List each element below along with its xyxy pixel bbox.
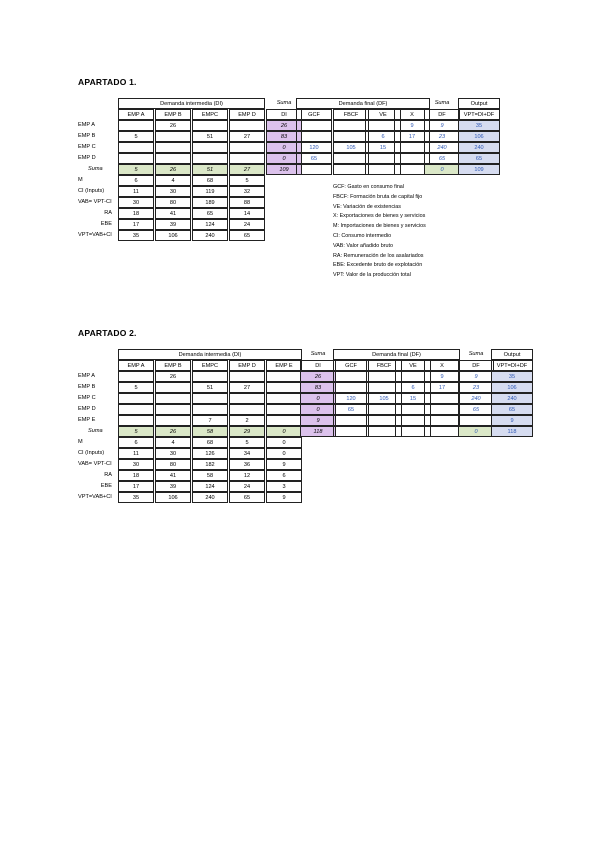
apartado2-va-cell: 36 [229, 459, 265, 470]
apartado1-cell [229, 153, 265, 164]
apartado2-va-label: EBE [100, 483, 112, 489]
apartado2-cell [333, 382, 369, 393]
apartado1-cell: 0 [424, 164, 460, 175]
apartado2-row-label: EMP E [78, 417, 96, 423]
apartado2-cell: 106 [491, 382, 533, 393]
apartado2-cell: 26 [155, 371, 191, 382]
apartado1-va-label: EBE [100, 221, 112, 227]
apartado2-va-cell: 65 [229, 492, 265, 503]
apartado1-row-label: EMP C [78, 144, 96, 150]
apartado1-va-cell: 24 [229, 219, 265, 230]
apartado1-va-cell: 35 [118, 230, 154, 241]
apartado1-va-cell: 88 [229, 197, 265, 208]
apartado1-cell [118, 142, 154, 153]
apartado2-cell: 5 [118, 382, 154, 393]
apartado1-va-cell: 240 [192, 230, 228, 241]
apartado2-cell [458, 415, 494, 426]
apartado1-suma-df-header: Suma [434, 100, 450, 106]
apartado1-va-label: VPT=VAB+CI [78, 232, 112, 238]
apartado2-va-label: CI (Inputs) [78, 450, 105, 456]
apartado1-cell [229, 142, 265, 153]
apartado1-va-cell: 124 [192, 219, 228, 230]
apartado1-va-label: RA [104, 210, 112, 216]
apartado2-va-cell: 9 [266, 459, 302, 470]
apartado2-cell [118, 415, 154, 426]
legend-item: M: Importaciones de bienes y servicios [333, 223, 426, 230]
apartado2-va-cell: 3 [266, 481, 302, 492]
apartado2-cell: 240 [491, 393, 533, 404]
apartado1-legend [333, 183, 426, 281]
apartado1-di-title: Demanda intermedia (DI) [118, 98, 265, 109]
apartado1-col-header: FBCF [333, 109, 369, 120]
apartado2-cell [424, 393, 460, 404]
apartado1-va-cell: 41 [155, 208, 191, 219]
apartado1-cell: 17 [394, 131, 430, 142]
apartado1-col-header: VPT=DI+DF [458, 109, 500, 120]
apartado1-cell [333, 131, 369, 142]
legend-item: RA: Remuneración de los asalariados [333, 252, 424, 259]
legend-item: X: Exportaciones de bienes y servicios [333, 213, 426, 220]
apartado2-cell: 5 [118, 426, 154, 437]
apartado1-va-cell: 189 [192, 197, 228, 208]
apartado2-col-header: X [424, 360, 460, 371]
apartado2-cell [333, 426, 369, 437]
apartado2-cell: 27 [229, 382, 265, 393]
apartado2-cell: 7 [192, 415, 228, 426]
apartado2-va-cell: 34 [229, 448, 265, 459]
apartado1-va-cell: 6 [118, 175, 154, 186]
apartado2-cell: 0 [300, 404, 336, 415]
apartado2-col-header: VE [395, 360, 431, 371]
apartado2-cell: 6 [395, 382, 431, 393]
apartado2-cell [333, 371, 369, 382]
apartado2-cell [266, 415, 302, 426]
apartado2-va-cell: 126 [192, 448, 228, 459]
apartado2-va-cell: 11 [118, 448, 154, 459]
apartado1-va-cell: 17 [118, 219, 154, 230]
apartado2-va-cell: 30 [155, 448, 191, 459]
apartado2-va-cell: 124 [192, 481, 228, 492]
apartado1-va-cell: 5 [229, 175, 265, 186]
apartado1-cell: 6 [365, 131, 401, 142]
apartado2-va-label: VPT=VAB+CI [78, 494, 112, 500]
apartado1-cell: 106 [458, 131, 500, 142]
apartado1-cell: 26 [155, 120, 191, 131]
apartado1-cell: 83 [266, 131, 302, 142]
apartado2-cell [192, 393, 228, 404]
apartado2-va-label: RA [104, 472, 112, 478]
apartado1-cell [296, 120, 332, 131]
apartado2-va-cell: 12 [229, 470, 265, 481]
apartado1-cell: 26 [155, 164, 191, 175]
apartado2-cell [424, 426, 460, 437]
apartado1-va-cell: 18 [118, 208, 154, 219]
apartado1-va-cell: 119 [192, 186, 228, 197]
legend-item: VAB: Valor añadido bruto [333, 242, 394, 249]
apartado2-va-cell: 0 [266, 448, 302, 459]
apartado1-col-header: EMP B [155, 109, 191, 120]
apartado2-cell: 118 [491, 426, 533, 437]
apartado1-va-cell: 4 [155, 175, 191, 186]
apartado1-cell: 35 [458, 120, 500, 131]
apartado2-heading: APARTADO 2. [78, 328, 137, 338]
apartado2-cell: 105 [366, 393, 402, 404]
apartado2-cell [229, 404, 265, 415]
apartado2-cell: 65 [333, 404, 369, 415]
apartado2-suma-df-header: Suma [468, 351, 484, 357]
apartado1-row-label: EMP A [78, 122, 95, 128]
apartado2-cell [155, 415, 191, 426]
apartado2-va-cell: 35 [118, 492, 154, 503]
apartado2-cell: 26 [300, 371, 336, 382]
apartado2-cell: 65 [458, 404, 494, 415]
apartado2-va-cell: 5 [229, 437, 265, 448]
apartado2-va-label: M [78, 439, 83, 445]
apartado2-col-header: GCF [333, 360, 369, 371]
apartado1-cell [333, 120, 369, 131]
apartado1-cell [229, 120, 265, 131]
apartado2-va-cell: 30 [118, 459, 154, 470]
apartado2-cell [155, 393, 191, 404]
apartado1-cell: 240 [458, 142, 500, 153]
apartado2-col-header: EMPC [192, 360, 228, 371]
apartado1-cell: 23 [424, 131, 460, 142]
apartado2-cell: 120 [333, 393, 369, 404]
apartado2-cell [229, 393, 265, 404]
apartado2-cell: 15 [395, 393, 431, 404]
apartado1-cell [296, 164, 332, 175]
apartado1-cell: 9 [424, 120, 460, 131]
apartado2-suma-di-header: Suma [310, 351, 326, 357]
apartado1-cell: 5 [118, 164, 154, 175]
apartado2-cell: 23 [458, 382, 494, 393]
apartado1-va-cell: 39 [155, 219, 191, 230]
apartado2-cell: 0 [458, 426, 494, 437]
apartado1-cell [155, 131, 191, 142]
apartado1-col-header: X [394, 109, 430, 120]
apartado1-output-header: Output [458, 98, 500, 109]
legend-item: VPT: Valor de la producción total [333, 272, 411, 279]
apartado2-cell [118, 404, 154, 415]
apartado1-cell: 27 [229, 164, 265, 175]
apartado1-cell: 65 [296, 153, 332, 164]
apartado1-row-label: EMP B [78, 133, 96, 139]
apartado2-va-cell: 58 [192, 470, 228, 481]
apartado2-cell: 0 [300, 393, 336, 404]
legend-item: VE: Variación de existencias [333, 203, 401, 210]
apartado1-va-label: VAB= VPT-CI [78, 199, 112, 205]
apartado1-va-cell: 14 [229, 208, 265, 219]
apartado2-cell [155, 404, 191, 415]
apartado1-cell: 9 [394, 120, 430, 131]
apartado1-row-label: Suma [88, 166, 103, 172]
apartado2-cell [192, 371, 228, 382]
apartado2-va-cell: 6 [266, 470, 302, 481]
apartado2-cell: 2 [229, 415, 265, 426]
apartado2-df-title: Demanda final (DF) [333, 349, 460, 360]
apartado2-cell: 35 [491, 371, 533, 382]
apartado1-va-cell: 80 [155, 197, 191, 208]
apartado1-cell: 15 [365, 142, 401, 153]
apartado2-col-header: VPT=DI+DF [491, 360, 533, 371]
apartado2-col-header: DI [300, 360, 336, 371]
apartado2-va-cell: 0 [266, 437, 302, 448]
apartado2-va-cell: 39 [155, 481, 191, 492]
apartado1-cell [192, 153, 228, 164]
apartado1-va-cell: 30 [118, 197, 154, 208]
apartado2-col-header: FBCF [366, 360, 402, 371]
apartado1-va-cell: 106 [155, 230, 191, 241]
apartado2-row-label: EMP B [78, 384, 96, 390]
apartado2-cell: 9 [424, 371, 460, 382]
apartado1-cell: 120 [296, 142, 332, 153]
apartado1-cell [333, 164, 369, 175]
legend-item: FBCF: Formación bruta de capital fijo [333, 193, 423, 200]
apartado2-row-label: EMP C [78, 395, 96, 401]
apartado2-va-cell: 17 [118, 481, 154, 492]
apartado1-cell [296, 131, 332, 142]
apartado1-row-label: EMP D [78, 155, 96, 161]
apartado2-cell [266, 371, 302, 382]
legend-item: CI: Consumo intermedio [333, 232, 392, 239]
apartado1-cell: 0 [266, 153, 302, 164]
apartado2-cell: 17 [424, 382, 460, 393]
apartado2-di-title: Demanda intermedia (DI) [118, 349, 302, 360]
apartado1-cell: 240 [424, 142, 460, 153]
apartado1-col-header: VE [365, 109, 401, 120]
apartado2-col-header: EMP E [266, 360, 302, 371]
apartado1-heading: APARTADO 1. [78, 77, 137, 87]
apartado2-col-header: EMP B [155, 360, 191, 371]
apartado1-cell [118, 153, 154, 164]
legend-item: GCF: Gasto en consumo final [333, 184, 405, 190]
apartado2-cell: 9 [491, 415, 533, 426]
apartado1-va-cell: 11 [118, 186, 154, 197]
apartado1-col-header: EMP A [118, 109, 154, 120]
apartado1-cell: 51 [192, 131, 228, 142]
apartado1-cell: 109 [266, 164, 302, 175]
apartado1-va-label: M [78, 177, 83, 183]
apartado2-cell: 0 [266, 426, 302, 437]
apartado1-cell: 65 [424, 153, 460, 164]
apartado1-col-header: EMPC [192, 109, 228, 120]
apartado2-cell: 9 [458, 371, 494, 382]
apartado2-va-cell: 9 [266, 492, 302, 503]
apartado1-cell: 105 [333, 142, 369, 153]
apartado1-va-label: CI (Inputs) [78, 188, 105, 194]
apartado2-cell: 83 [300, 382, 336, 393]
apartado2-cell: 9 [300, 415, 336, 426]
apartado1-cell: 109 [458, 164, 500, 175]
apartado1-cell [192, 142, 228, 153]
apartado2-va-label: VAB= VPT-CI [78, 461, 112, 467]
apartado2-cell [229, 371, 265, 382]
apartado2-cell [118, 371, 154, 382]
apartado1-cell: 0 [266, 142, 302, 153]
apartado2-va-cell: 80 [155, 459, 191, 470]
apartado2-va-cell: 6 [118, 437, 154, 448]
apartado2-col-header: EMP A [118, 360, 154, 371]
apartado2-cell [118, 393, 154, 404]
apartado2-cell: 26 [155, 426, 191, 437]
apartado2-cell [266, 382, 302, 393]
apartado1-cell [155, 142, 191, 153]
apartado2-col-header: DF [458, 360, 494, 371]
apartado1-col-header: DF [424, 109, 460, 120]
apartado2-va-cell: 18 [118, 470, 154, 481]
apartado2-cell [266, 404, 302, 415]
apartado2-cell [192, 404, 228, 415]
apartado2-output-header: Output [491, 349, 533, 360]
apartado1-suma-di-header: Suma [276, 100, 292, 106]
apartado1-cell [155, 153, 191, 164]
apartado1-col-header: GCF [296, 109, 332, 120]
apartado2-cell: 118 [300, 426, 336, 437]
apartado1-cell: 27 [229, 131, 265, 142]
apartado2-cell: 240 [458, 393, 494, 404]
apartado2-cell: 65 [491, 404, 533, 415]
apartado1-va-cell: 30 [155, 186, 191, 197]
apartado2-va-cell: 240 [192, 492, 228, 503]
apartado1-cell [192, 120, 228, 131]
apartado1-cell: 65 [458, 153, 500, 164]
legend-item: EBE: Excedente bruto de explotación [333, 262, 423, 269]
apartado1-va-cell: 65 [229, 230, 265, 241]
apartado2-cell [155, 382, 191, 393]
apartado2-cell: 51 [192, 382, 228, 393]
apartado2-va-cell: 182 [192, 459, 228, 470]
apartado1-cell [333, 153, 369, 164]
apartado1-col-header: EMP D [229, 109, 265, 120]
apartado1-col-header: DI [266, 109, 302, 120]
apartado1-va-cell: 32 [229, 186, 265, 197]
apartado2-va-cell: 4 [155, 437, 191, 448]
apartado2-col-header: EMP D [229, 360, 265, 371]
apartado2-row-label: Suma [88, 428, 103, 434]
apartado1-va-cell: 68 [192, 175, 228, 186]
apartado2-cell [424, 415, 460, 426]
apartado2-cell: 58 [192, 426, 228, 437]
apartado2-cell: 29 [229, 426, 265, 437]
apartado1-cell: 5 [118, 131, 154, 142]
apartado2-va-cell: 41 [155, 470, 191, 481]
apartado2-row-label: EMP A [78, 373, 95, 379]
apartado2-cell [333, 415, 369, 426]
apartado2-cell [266, 393, 302, 404]
apartado1-cell [118, 120, 154, 131]
apartado2-va-cell: 106 [155, 492, 191, 503]
apartado1-cell: 51 [192, 164, 228, 175]
apartado2-row-label: EMP D [78, 406, 96, 412]
apartado2-cell [424, 404, 460, 415]
apartado2-va-cell: 24 [229, 481, 265, 492]
apartado1-df-title: Demanda final (DF) [296, 98, 430, 109]
apartado2-va-cell: 68 [192, 437, 228, 448]
apartado1-va-cell: 65 [192, 208, 228, 219]
apartado1-cell: 26 [266, 120, 302, 131]
